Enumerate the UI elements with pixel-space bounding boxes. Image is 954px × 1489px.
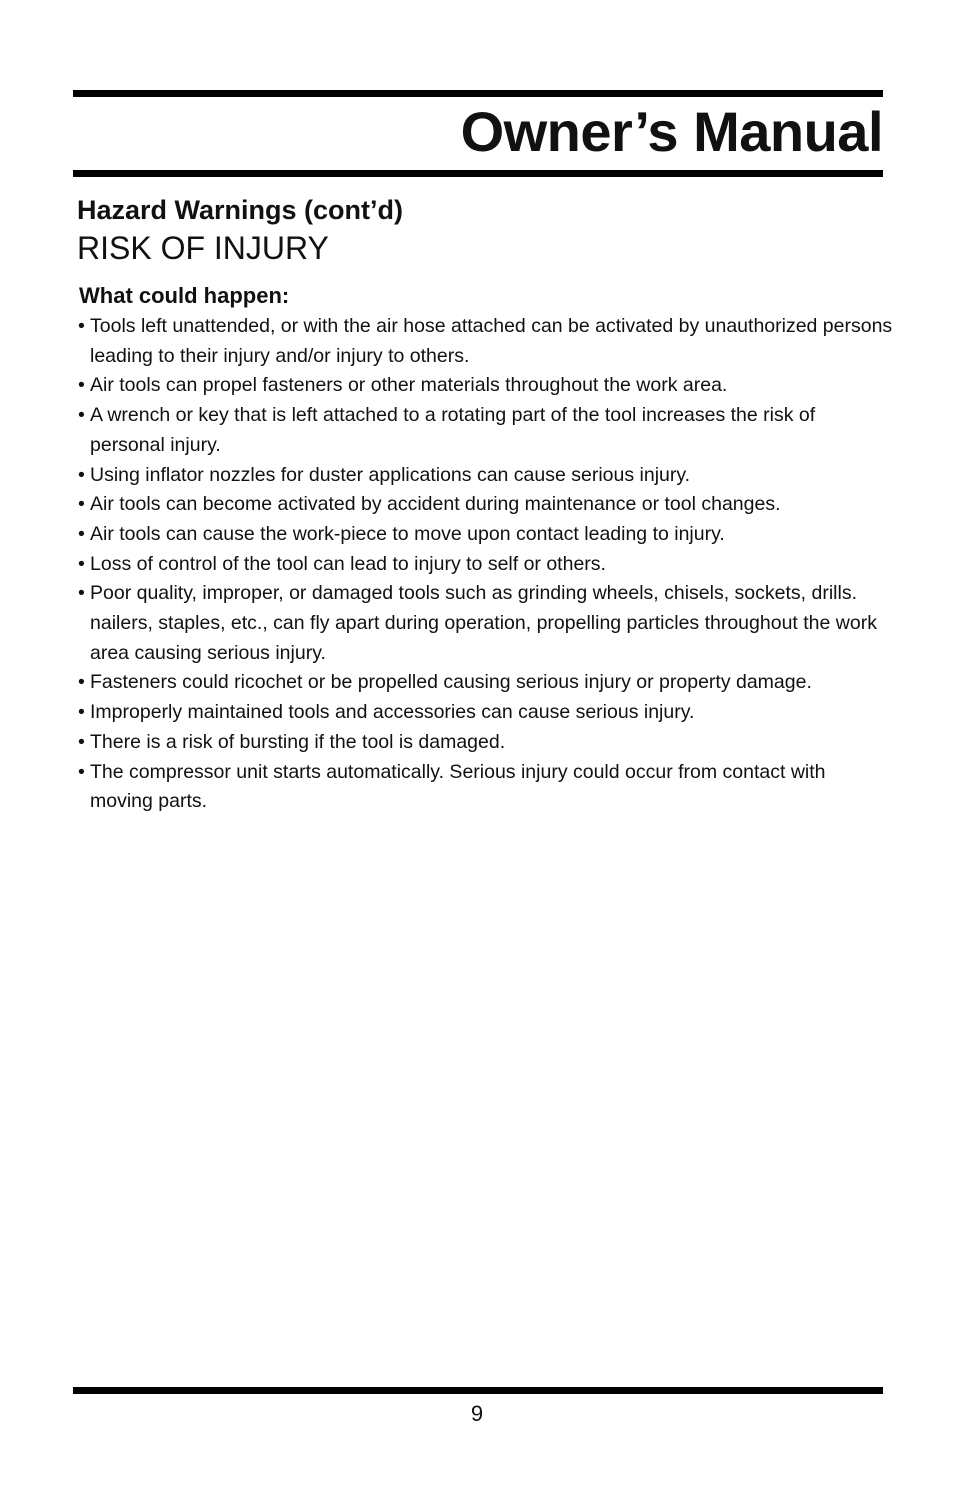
header-rule-bottom [73, 170, 883, 177]
list-item-text: Air tools can cause the work-piece to move upon contact leading to injury. [90, 522, 725, 545]
page-number: 9 [470, 1401, 484, 1426]
list-item-text: Tools left unattended, or with the air hose attached can be activated by unauthorized persons leading to their injury and/or injury to others. [90, 315, 893, 367]
list-item-text: Poor quality, improper, or damaged tools such as grinding wheels, chisels, sockets, drills. nailers, staples, etc., can fly apart during operation, propelling particles throughout the work area causing serious injury. [90, 582, 877, 664]
manual-title: Owner’s Manual [460, 100, 883, 163]
bullet-icon: • [78, 671, 85, 694]
list-heading: What could happen: [79, 283, 290, 308]
bullet-icon: • [78, 552, 85, 575]
list-item [78, 520, 893, 550]
list-item-text: Using inflator nozzles for duster applications can cause serious injury. [90, 463, 691, 486]
bullet-icon: • [78, 522, 85, 545]
section-heading: Hazard Warnings (cont’d) [77, 195, 404, 225]
bullet-icon: • [78, 463, 85, 486]
bullet-icon: • [78, 374, 85, 397]
bullet-icon: • [78, 582, 85, 605]
list-item-text: Air tools can propel fasteners or other materials throughout the work area. [90, 374, 728, 397]
hazard-list [78, 312, 893, 817]
list-item-text: There is a risk of bursting if the tool is damaged. [90, 730, 506, 753]
list-item [78, 490, 893, 520]
bullet-icon: • [78, 701, 85, 724]
list-item [78, 550, 893, 580]
list-item [78, 668, 893, 698]
section-subheading: RISK OF INJURY [77, 230, 329, 266]
list-item-text: Improperly maintained tools and accessories can cause serious injury. [90, 701, 695, 724]
bullet-icon: • [78, 493, 85, 516]
list-item-text: A wrench or key that is left attached to a rotating part of the tool increases the risk of personal injury. [90, 404, 816, 456]
list-item-text: Fasteners could ricochet or be propelled causing serious injury or property damage. [90, 671, 812, 694]
bullet-icon: • [78, 760, 85, 783]
list-item-text: Air tools can become activated by accident during maintenance or tool changes. [90, 493, 781, 516]
list-item [78, 312, 893, 371]
list-item-text: The compressor unit starts automatically. Serious injury could occur from contact with moving parts. [90, 760, 826, 813]
list-item [78, 728, 893, 758]
list-item-text: Loss of control of the tool can lead to injury to self or others. [90, 552, 606, 575]
bullet-icon: • [78, 730, 85, 753]
footer-rule [73, 1387, 883, 1394]
bullet-icon: • [78, 404, 85, 427]
list-item [78, 461, 893, 491]
list-item [78, 579, 893, 668]
bullet-icon: • [78, 315, 85, 337]
list-item [78, 401, 893, 460]
list-item [78, 371, 893, 401]
list-item [78, 698, 893, 728]
list-item [78, 758, 893, 817]
